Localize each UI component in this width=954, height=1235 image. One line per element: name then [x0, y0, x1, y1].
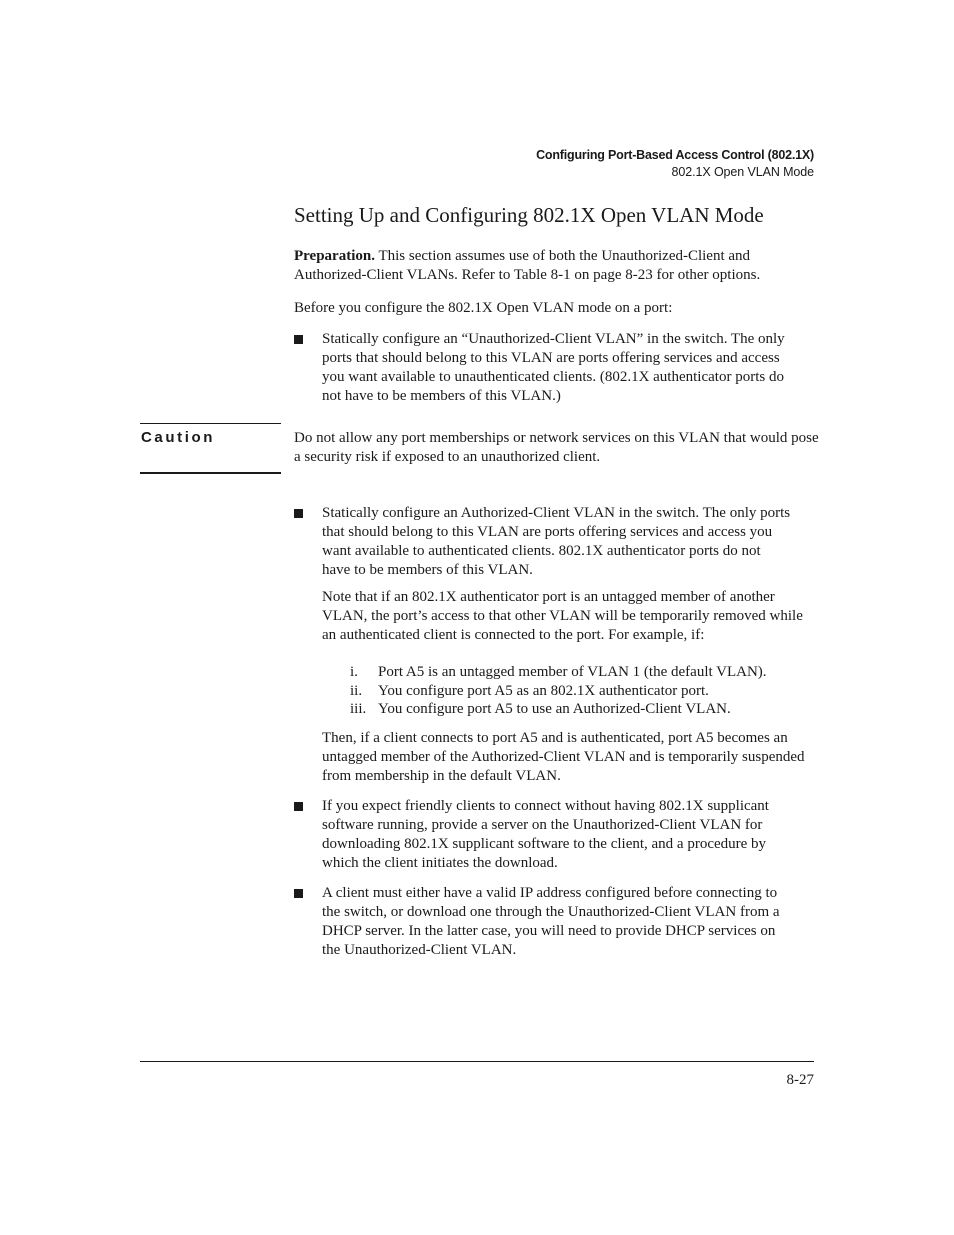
- caution-text: Do not allow any port memberships or network services on this VLAN that would pose a security risk if exposed to an unauthorized client.: [294, 430, 819, 465]
- preparation-text: This section assumes use of both the Unauthorized-Client and Authorized-Client VLANs. Refer to Table 8-1 on page 8-23 for other options.: [294, 248, 761, 283]
- list-text: Port A5 is an untagged member of VLAN 1 (the default VLAN).: [378, 664, 767, 680]
- bullet-item-2: [294, 504, 824, 580]
- then-paragraph: Then, if a client connects to port A5 and is authenticated, port A5 becomes an untagged member of the Authorized-Client VLAN and is temporarily suspended from membership in the default VLAN.: [322, 730, 805, 784]
- bullet-square-icon: [294, 509, 303, 518]
- caution-bottom-rule: [140, 472, 281, 474]
- page-title: Setting Up and Configuring 802.1X Open VLAN Mode: [294, 203, 764, 227]
- bullet-item-4: [294, 884, 824, 960]
- bullet-text: If you expect friendly clients to connect without having 802.1X supplicant software running, provide a server on the Unauthorized-Client VLAN for downloading 802.1X supplicant software to the client, and a procedure by which the client initiates the download.: [322, 798, 769, 871]
- list-text: You configure port A5 to use an Authorized-Client VLAN.: [378, 701, 731, 717]
- running-header: [536, 147, 814, 181]
- caution-top-rule: [140, 423, 281, 424]
- roman-list-item: [350, 700, 731, 719]
- roman-list-item: [350, 663, 767, 682]
- intro-paragraph: Before you configure the 802.1X Open VLAN mode on a port:: [294, 300, 673, 316]
- bullet-text: Statically configure an “Unauthorized-Client VLAN” in the switch. The only ports that should belong to this VLAN are ports offering services and access you want available to unauthenticated clients. (802.1X authenticator ports do not have to be members of this VLAN.): [322, 331, 785, 404]
- section-title: 802.1X Open VLAN Mode: [671, 165, 814, 179]
- list-text: You configure port A5 as an 802.1X authenticator port.: [378, 683, 709, 699]
- list-number: ii.: [350, 683, 363, 699]
- preparation-paragraph: [294, 247, 824, 285]
- bullet-text: Statically configure an Authorized-Client VLAN in the switch. The only ports that should belong to this VLAN are ports offering services and access you want available to authenticated clients. 802.1X authenticator ports do not have to be members of this VLAN.: [322, 505, 791, 578]
- preparation-label: Preparation.: [294, 248, 375, 264]
- bullet-item-3: [294, 797, 824, 873]
- list-number: i.: [350, 664, 358, 680]
- page-number: 8-27: [786, 1072, 814, 1088]
- bullet-square-icon: [294, 802, 303, 811]
- bullet-square-icon: [294, 889, 303, 898]
- roman-list-item: [350, 682, 709, 701]
- note-paragraph: Note that if an 802.1X authenticator port is an untagged member of another VLAN, the port’s access to that other VLAN will be temporarily removed while an authenticated client is connected to the port. For example, if:: [322, 589, 803, 643]
- bullet-text: A client must either have a valid IP address configured before connecting to the switch, or download one through the Unauthorized-Client VLAN from a DHCP server. In the latter case, you will need to provide DHCP services on the Unauthorized-Client VLAN.: [322, 885, 780, 958]
- list-number: iii.: [350, 701, 367, 717]
- chapter-title: Configuring Port-Based Access Control (802.1X): [536, 148, 814, 162]
- footer-rule: [140, 1061, 814, 1062]
- bullet-square-icon: [294, 335, 303, 344]
- caution-label: Caution: [141, 429, 216, 446]
- bullet-item-1: [294, 330, 824, 406]
